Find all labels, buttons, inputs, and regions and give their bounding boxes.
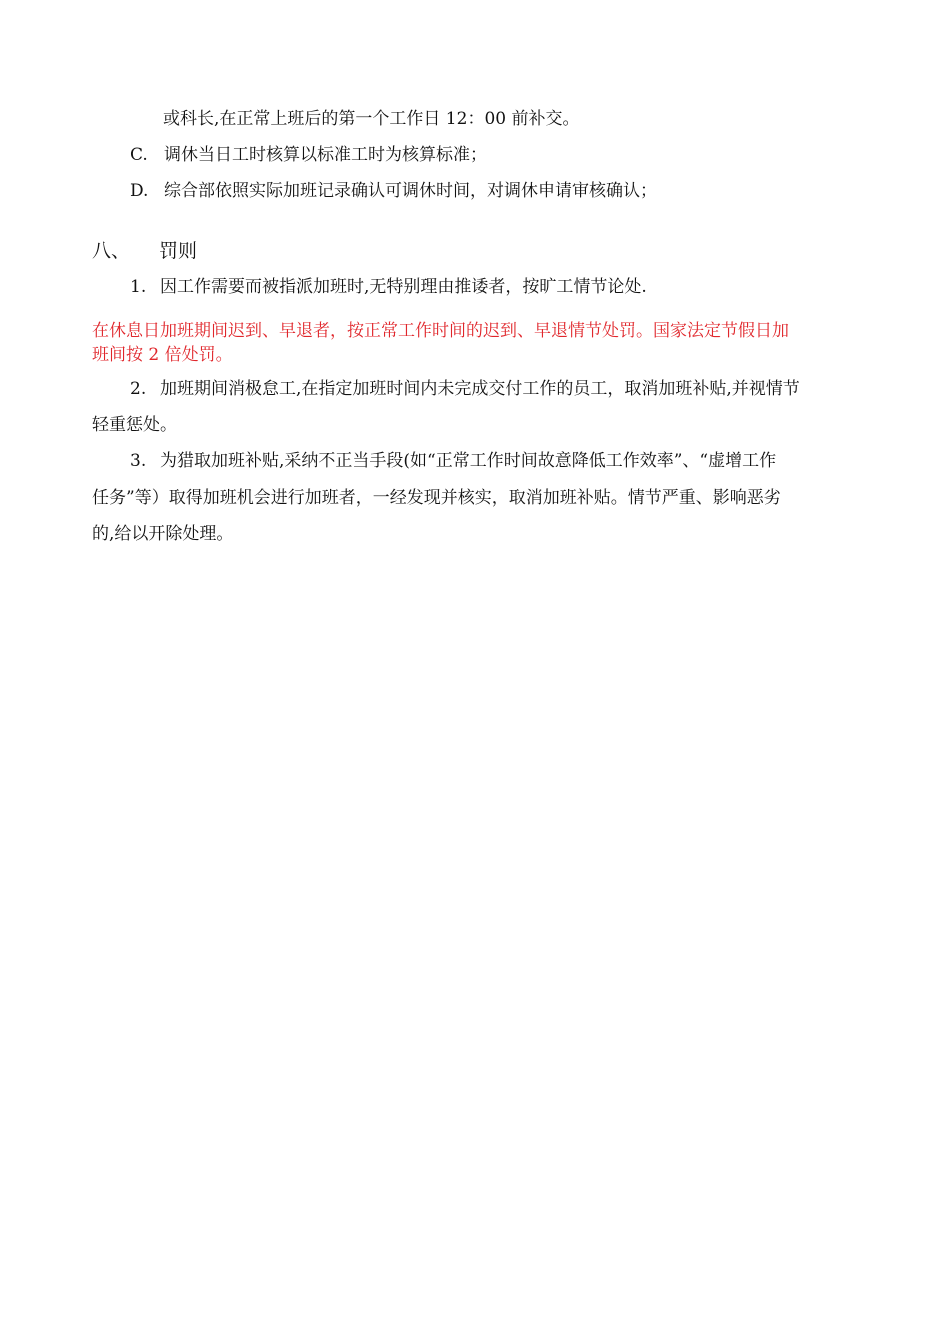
section-title: 罚则 — [159, 240, 198, 262]
list-item-c — [130, 144, 487, 166]
rule-2-continuation: 轻重惩处。 — [92, 415, 177, 435]
section-number: 八、 — [92, 240, 131, 262]
continuation-text: 或科长,在正常上班后的第一个工作日 12：00 前补交。 — [163, 109, 580, 129]
rule-3-continuation-2: 的,给以开除处理。 — [92, 524, 234, 544]
rule-text: 为猎取加班补贴,采纳不正当手段(如“正常工作时间故意降低工作效率”、“虚增工作 — [160, 451, 777, 471]
list-item-d — [130, 180, 657, 202]
rule-number: 3. — [130, 451, 147, 471]
rule-1 — [130, 276, 647, 298]
rule-number: 2. — [130, 379, 147, 399]
rule-2 — [130, 378, 800, 400]
red-note-line-1: 在休息日加班期间迟到、早退者，按正常工作时间的迟到、早退情节处罚。国家法定节假日加 — [92, 321, 789, 341]
rule-text: 因工作需要而被指派加班时,无特别理由推诿者，按旷工情节论处. — [160, 277, 647, 297]
section-heading — [92, 240, 197, 262]
rule-3-continuation-1: 任务”等）取得加班机会进行加班者，一经发现并核实，取消加班补贴。情节严重、影响恶劣 — [92, 488, 781, 508]
list-text: 调休当日工时核算以标准工时为核算标准； — [164, 145, 487, 165]
red-note-line-2: 班间按 2 倍处罚。 — [92, 345, 233, 365]
list-label: C. — [130, 145, 148, 165]
list-text: 综合部依照实际加班记录确认可调休时间，对调休申请审核确认； — [164, 181, 657, 201]
rule-text: 加班期间消极怠工,在指定加班时间内未完成交付工作的员工，取消加班补贴,并视情节 — [160, 379, 800, 399]
list-label: D. — [130, 181, 149, 201]
rule-number: 1. — [130, 277, 147, 297]
rule-3 — [130, 450, 776, 472]
